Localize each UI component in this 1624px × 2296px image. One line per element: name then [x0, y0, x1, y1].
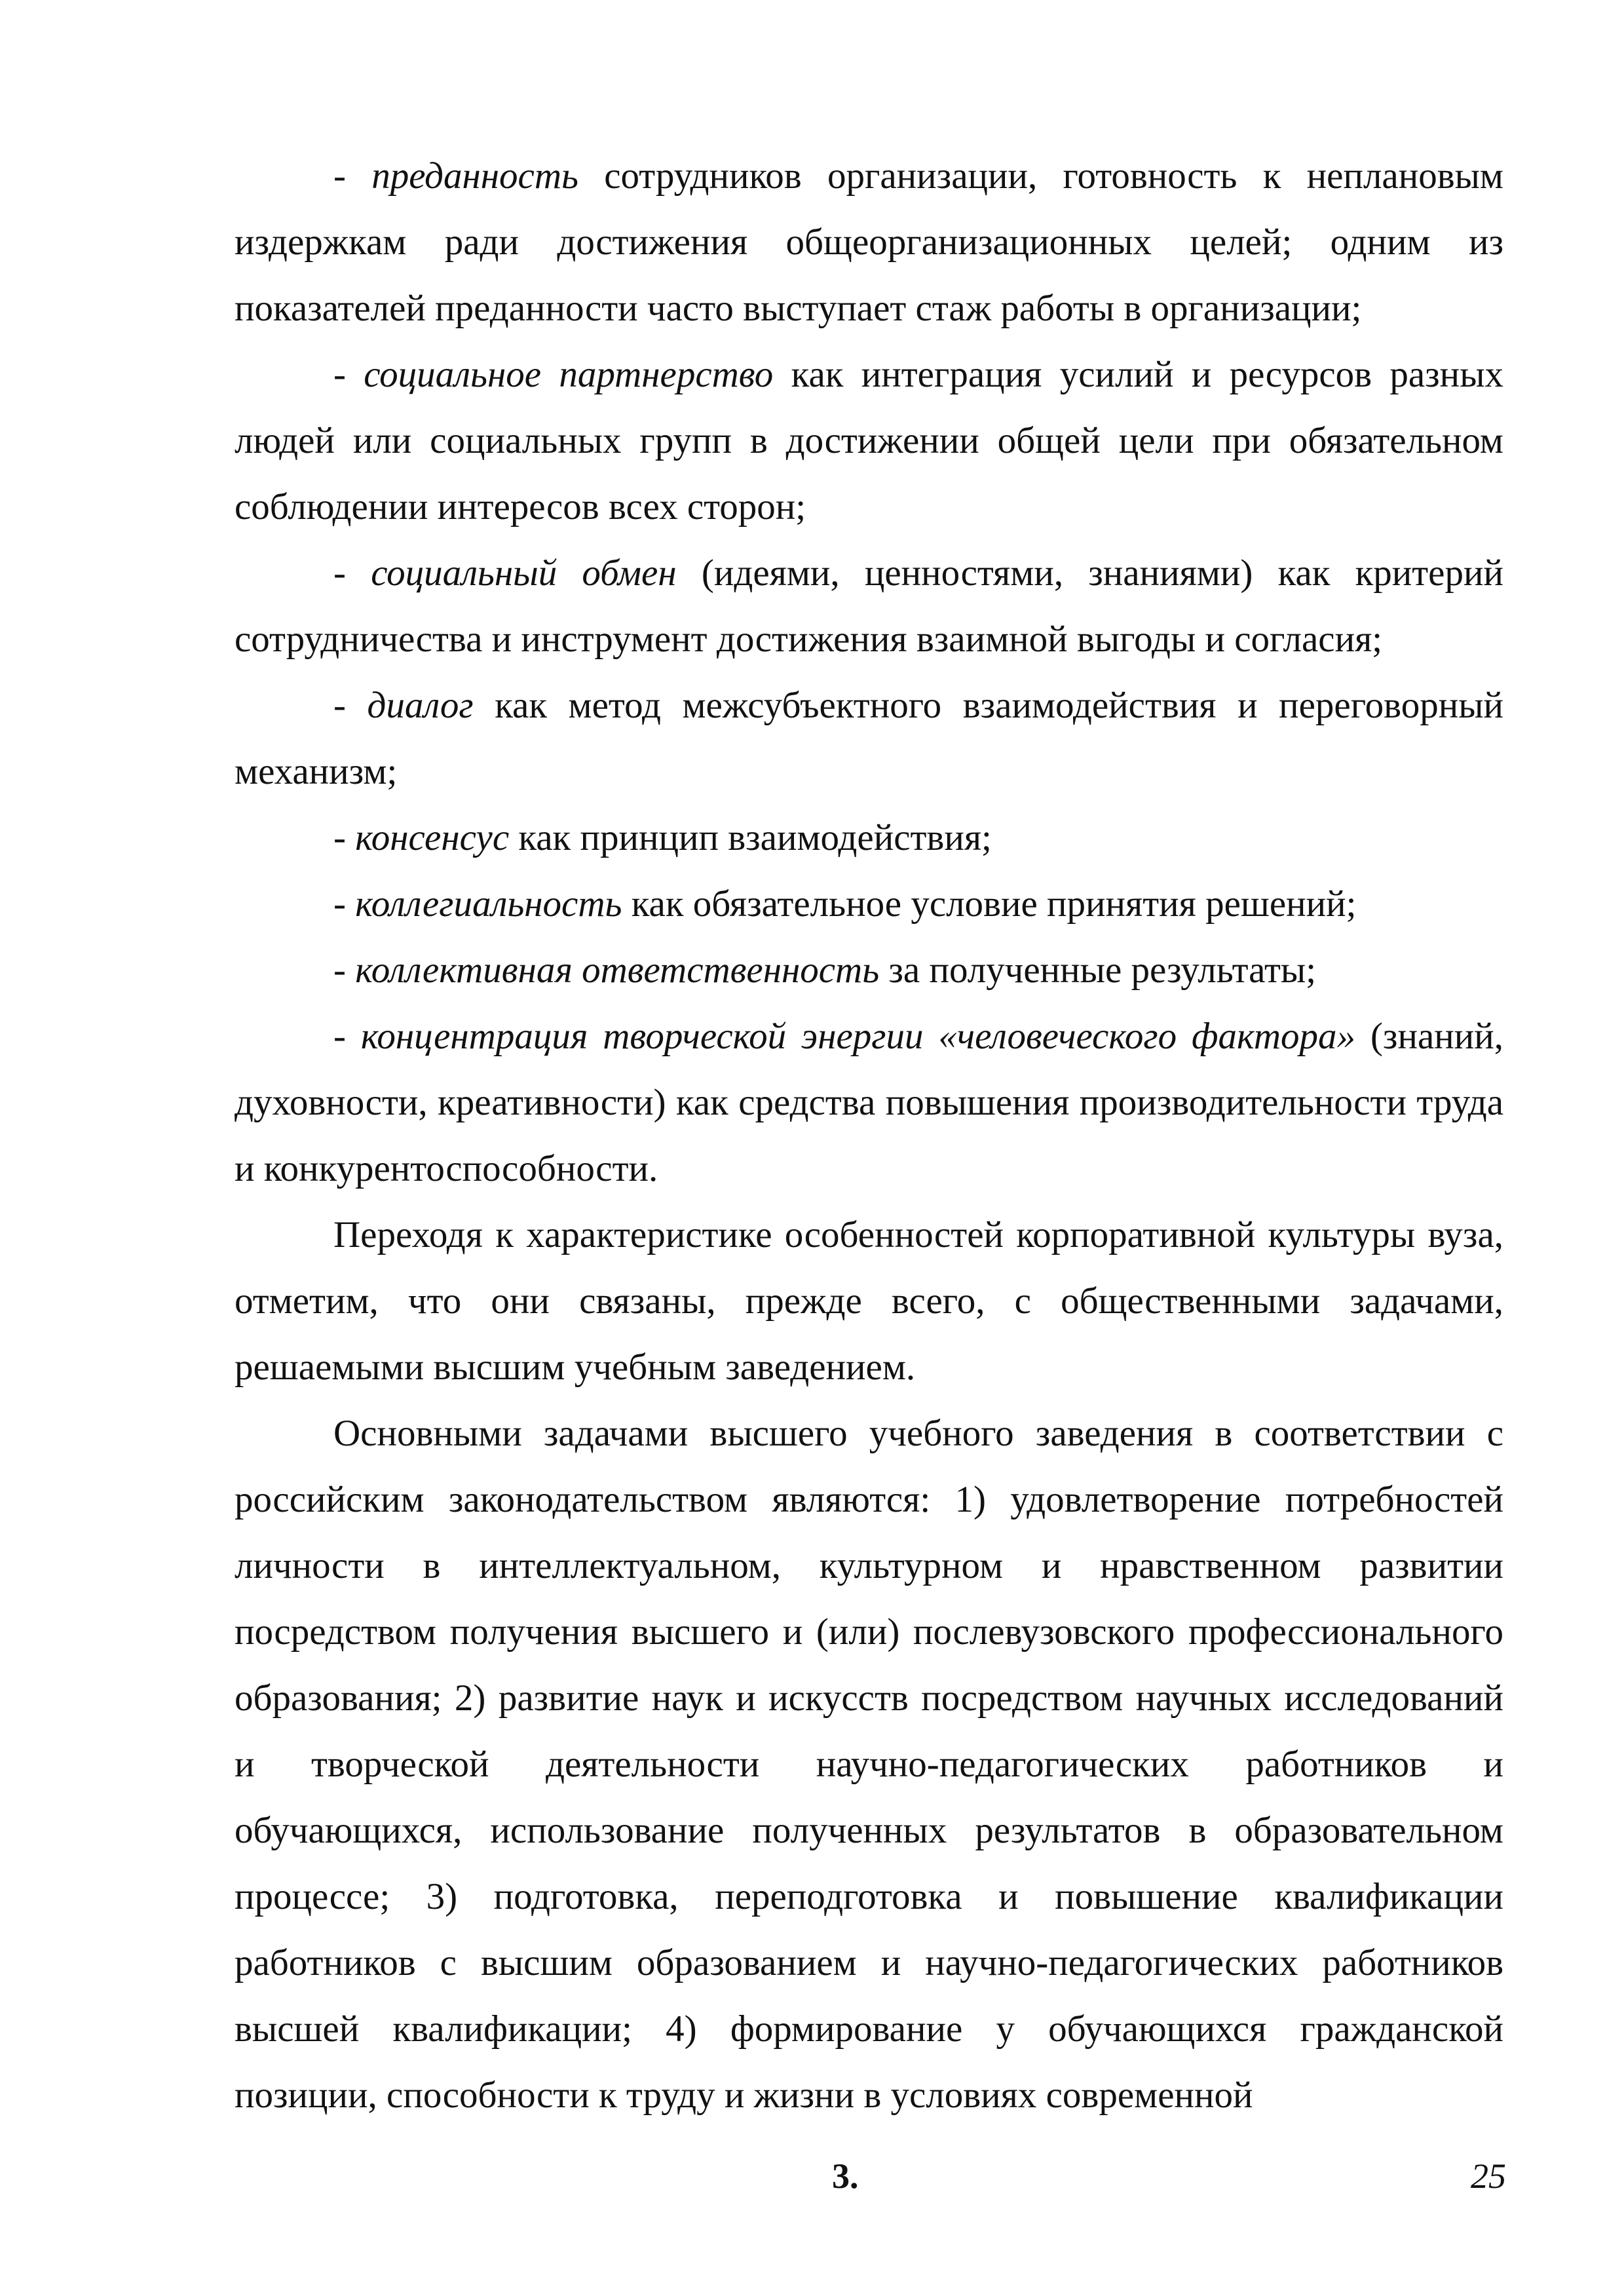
- footer-section-number: 3.: [832, 2156, 859, 2196]
- page-number: 25: [1471, 2156, 1506, 2196]
- list-item-dialogue: - диалог как метод межсубъектного взаимодействия и переговорный механизм;: [235, 685, 1503, 792]
- list-item-collective-responsibility: - коллективная ответственность за полученные результаты;: [333, 949, 1317, 991]
- list-item-social-partnership: - социальное партнерство как интеграция усилий и ресурсов разных людей или социальных групп в достижении общей цели при обязательном соблюдении интересов всех сторон;: [235, 354, 1503, 527]
- term: коллегиальность: [355, 883, 622, 925]
- term: социальный обмен: [371, 552, 677, 594]
- term: консенсус: [355, 817, 510, 858]
- list-item-collegiality: - коллегиальность как обязательное условие принятия решений;: [333, 883, 1357, 925]
- paragraph-university-tasks: Основными задачами высшего учебного заведения в соответствии с российским законодательством являются: 1) удовлетворение потребностей личности в интеллектуальном, культурном и нравственном развитии посредством получения высшего и (или) послевузовского профессионального образования; 2) развитие наук и искусств посредством научных исследований и творческой деятельности научно-педагогических работников и обучающихся, использование полученных результатов в образовательном процессе; 3) подготовка, переподготовка и повышение квалификации работников с высшим образованием и научно-педагогических работников высшей квалификации; 4) формирование у обучающихся гражданской позиции, способности к труду и жизни в условиях современной: [235, 1413, 1503, 2116]
- list-item-consensus: - консенсус как принцип взаимодействия;: [333, 817, 992, 858]
- term: диалог: [367, 685, 474, 726]
- list-item-creative-energy: - концентрация творческой энергии «человеческого фактора» (знаний, духовности, креативности) как средства повышения производительности труда и конкурентоспособности.: [235, 1016, 1504, 1189]
- paragraph-university-culture: Переходя к характеристике особенностей корпоративной культуры вуза, отметим, что они связаны, прежде всего, с общественными задачами, решаемыми высшим учебным заведением.: [235, 1214, 1503, 1388]
- term: коллективная ответственность: [355, 949, 880, 991]
- term: преданность: [371, 155, 578, 197]
- body-text: [235, 143, 1503, 2128]
- term: социальное партнерство: [364, 354, 774, 395]
- term: концентрация творческой энергии «человеческого фактора»: [360, 1016, 1356, 1057]
- list-item-social-exchange: - социальный обмен (идеями, ценностями, знаниями) как критерий сотрудничества и инструмент достижения взаимной выгоды и согласия;: [235, 552, 1503, 660]
- list-item-devotion: - преданность сотрудников организации, готовность к неплановым издержкам ради достижения общеорганизационных целей; одним из показателей преданности часто выступает стаж работы в организации;: [235, 155, 1503, 329]
